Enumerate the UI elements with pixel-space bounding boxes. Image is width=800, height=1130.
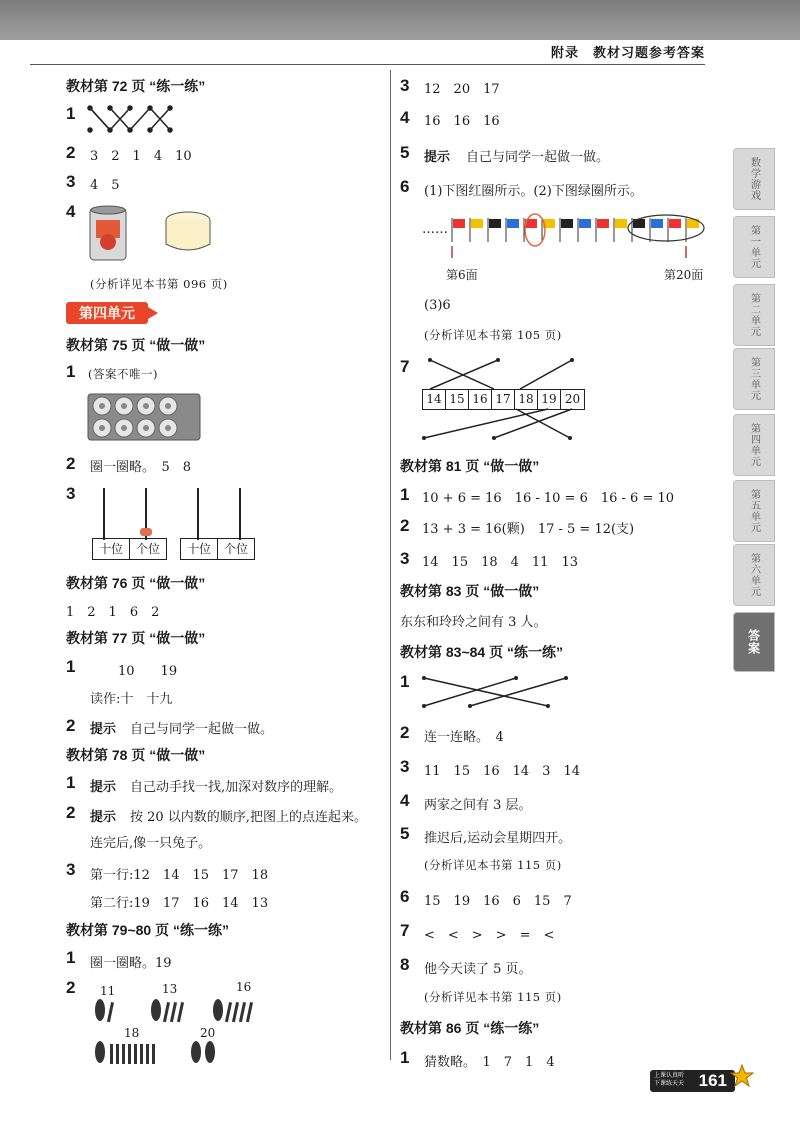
count-label: 11 [100,984,116,998]
q-number: 7 [400,921,410,940]
page-header-title: 附录 教材习题参考答案 [550,46,705,61]
side-tab-answers[interactable]: 答案 [733,612,775,672]
answer-text: 自己与同学一起做一做。 [130,722,274,737]
analysis-note: (分析详见本书第 115 页) [424,858,562,872]
analysis-note: (分析详见本书第 105 页) [424,328,562,342]
answer-text: 第一行:12 14 15 17 18 [90,868,269,883]
section-title-p83: 教材第 83 页 “做一做” [400,583,540,599]
q-number: 2 [66,716,76,735]
section-title-p79: 教材第 79~80 页 “练一练” [66,922,229,938]
q-number: 4 [66,202,76,221]
answer-text: 读作:十 十九 [90,692,173,707]
hint-label: 提示 [90,779,117,794]
side-tab-unit-3[interactable]: 第三单元 [733,348,775,410]
answer-text: (3)6 [424,298,451,313]
answer-text: 自己与同学一起做一做。 [466,150,610,165]
answer-text: 连一连略。 4 [424,730,504,745]
section-title-p75: 教材第 75 页 “做一做” [66,337,206,353]
number-sequence-table [422,389,585,410]
section-title-p72: 教材第 72 页 “练一练” [66,78,206,94]
answer-text: 圈一圈略。19 [90,956,172,971]
answer-text: 连完后,像一只兔子。 [90,836,212,851]
side-tab-unit-6[interactable]: 第六单元 [733,544,775,606]
answer-text: 第二行:19 17 16 14 13 [90,896,269,911]
flag-row-ellipsis: …… [422,222,448,237]
answer-text: 自己动手找一找,加深对数序的理解。 [130,780,343,795]
q-number: 3 [400,76,410,95]
q-number: 6 [400,177,410,196]
answer-text: 东东和玲玲之间有 3 人。 [400,615,547,630]
count-label: 20 [200,1026,216,1040]
q-number: 1 [66,948,76,967]
q-number: 2 [66,978,76,997]
hint-label: 提示 [90,809,117,824]
can-and-cylinder-illustration [86,204,216,266]
ones-label: 个位 [129,538,167,560]
page-number: 161 [698,1071,727,1090]
section-title-p83-84: 教材第 83~84 页 “练一练” [400,644,563,660]
hint-label: 提示 [90,721,117,736]
answer-text: 12 20 17 [424,82,500,97]
q-number: 4 [400,791,410,810]
sequence-cell: 16 [469,390,492,409]
answer-text: 10 + 6 = 16 16 - 10 = 6 16 - 6 = 10 [422,491,675,506]
answer-text: 14 15 18 4 11 13 [422,555,578,570]
side-tab-unit-4[interactable]: 第四单元 [733,414,775,476]
q-number: 2 [66,803,76,822]
answer-text: < < > > = < [424,928,555,943]
side-tab-unit-2[interactable]: 第二单元 [733,284,775,346]
answer-text: 1 2 1 6 2 [66,605,160,620]
answer-text: 按 20 以内数的顺序,把图上的点连起来。 [130,810,367,825]
sequence-cell: 15 [446,390,469,409]
q-number: 2 [400,516,410,535]
q-number: 1 [66,773,76,792]
q-number: 3 [66,172,76,191]
q-number: 4 [400,108,410,127]
q-number: 3 [400,757,410,776]
side-tab-unit-5[interactable]: 第五单元 [733,480,775,542]
answer-text: 推迟后,运动会星期四开。 [424,831,572,846]
answer-text: 圈一圈略。 5 8 [90,460,192,475]
analysis-note: (分析详见本书第 096 页) [90,277,228,291]
answer-text: (答案不唯一) [88,367,158,381]
star-icon [730,1064,754,1088]
q-number: 1 [66,362,76,381]
section-title-p78: 教材第 78 页 “做一做” [66,747,206,763]
side-tab-unit-1[interactable]: 第一单元 [733,216,775,278]
unit-badge: 第四单元 [66,302,148,324]
flag-label-20: 第20面 [664,268,704,282]
answer-text: (1)下图红圈所示。(2)下图绿圈所示。 [424,184,643,199]
answer-text: 15 19 16 6 15 7 [424,894,572,909]
q-number: 3 [400,549,410,568]
header-rule [30,64,705,65]
sequence-cell: 20 [564,392,581,406]
column-divider [390,70,391,1060]
count-label: 16 [236,980,252,994]
section-title-p77: 教材第 77 页 “做一做” [66,630,206,646]
q-number: 3 [66,484,76,503]
section-title-p76: 教材第 76 页 “做一做” [66,575,206,591]
q-number: 2 [66,143,76,162]
q-number: 1 [66,657,76,676]
section-title-p86: 教材第 86 页 “练一练” [400,1020,540,1036]
q-number: 5 [400,824,410,843]
q-number: 1 [400,672,410,691]
answer-text: 他今天读了 5 页。 [424,962,532,977]
answer-text: 13 + 3 = 16(颗) 17 - 5 = 12(支) [422,522,635,537]
q-number: 1 [400,1048,410,1067]
answer-text: 11 15 16 14 3 14 [424,764,580,779]
page-number-badge [650,1070,735,1092]
q-number: 1 [66,104,76,123]
analysis-note: (分析详见本书第 115 页) [424,990,562,1004]
sticks-bundles-illustration [90,996,260,1068]
answer-text: 3 2 1 4 10 [90,149,192,164]
answer-text: 两家之间有 3 层。 [424,798,532,813]
ones-label: 个位 [217,538,255,560]
section-title-p81: 教材第 81 页 “做一做” [400,458,540,474]
q-number: 1 [400,485,410,504]
count-label: 13 [162,982,178,996]
sequence-cell: 14 [423,390,446,409]
paper-rolls-illustration [86,392,202,442]
q-number: 8 [400,955,410,974]
tens-label: 十位 [92,538,130,560]
side-tab-math-game[interactable]: 数学游戏 [733,148,775,210]
sequence-cell: 19 [538,390,561,409]
top-banner [0,0,800,40]
q-number: 7 [400,357,410,376]
tens-label: 十位 [180,538,218,560]
q-number: 2 [400,723,410,742]
answer-text: 4 5 [90,178,120,193]
matching-lines-diagram [86,102,186,136]
q-number: 6 [400,887,410,906]
answer-text: 10 19 [118,664,178,679]
q-number: 2 [66,454,76,473]
footer-slogan: 上课认真听 下课练天天 [654,1072,685,1087]
flags-row-diagram [448,212,708,264]
crossing-lines-diagram [420,674,570,710]
flag-label-6: 第6面 [446,268,478,282]
sequence-cell: 17 [492,390,515,409]
q-number: 5 [400,143,410,162]
sequence-cell: 18 [515,390,538,409]
count-label: 18 [124,1026,140,1040]
hint-label: 提示 [424,149,451,164]
abacus-diagram [90,484,260,540]
answer-text: 16 16 16 [424,114,500,129]
q-number: 3 [66,860,76,879]
answer-text: 猜数略。 1 7 1 4 [424,1055,555,1070]
